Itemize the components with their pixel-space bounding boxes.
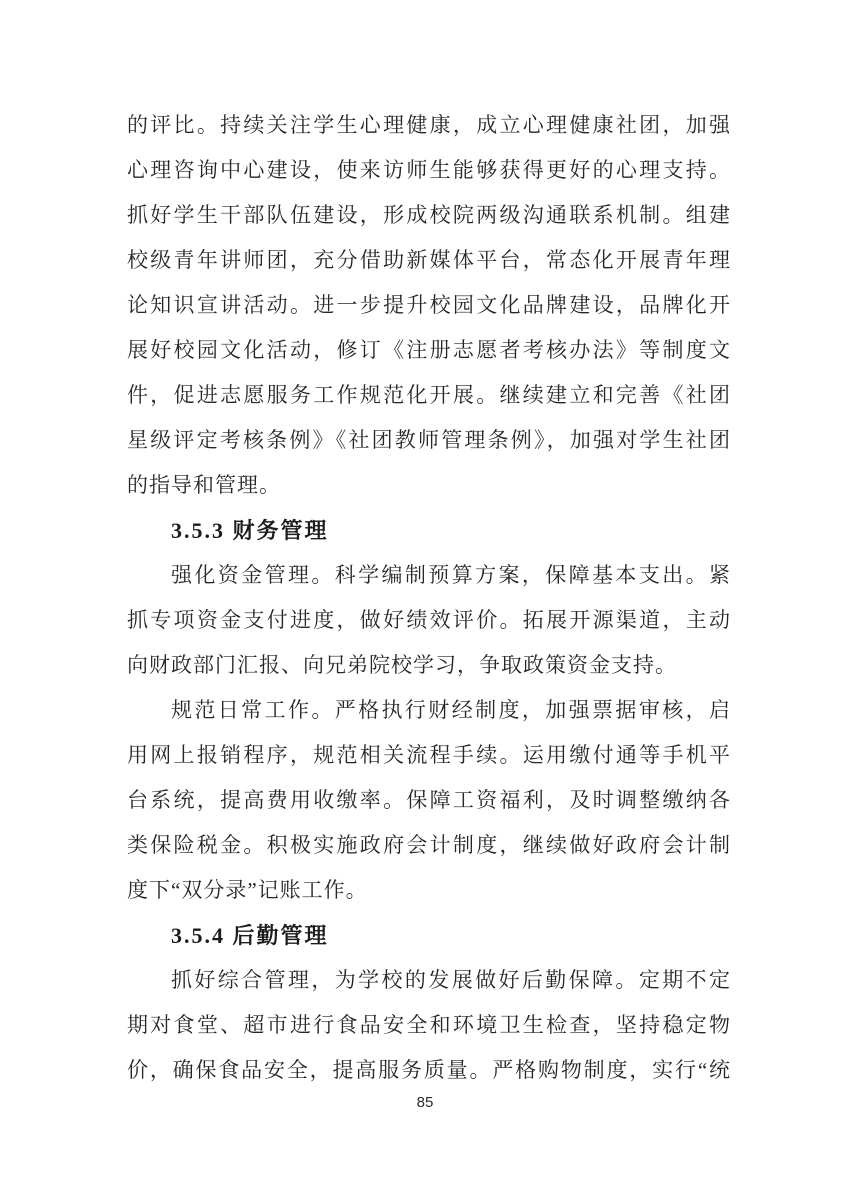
page-number: 85 — [416, 1094, 434, 1111]
text-line: 类保险税金。积极实施政府会计制度，继续做好政府会计制 — [127, 833, 730, 857]
section-heading: 3.5.3 财务管理 — [171, 518, 329, 543]
text-line: 抓专项资金支付进度，做好绩效评价。拓展开源渠道，主动 — [127, 608, 730, 632]
text-line: 期对食堂、超市进行食品安全和环境卫生检查，坚持稳定物 — [127, 1013, 730, 1037]
text-line: 台系统，提高费用收缴率。保障工资福利，及时调整缴纳各 — [127, 788, 730, 812]
text-line: 展好校园文化活动，修订《注册志愿者考核办法》等制度文 — [127, 338, 730, 362]
text-line: 件，促进志愿服务工作规范化开展。继续建立和完善《社团 — [127, 383, 730, 407]
text-line: 校级青年讲师团，充分借助新媒体平台，常态化开展青年理 — [127, 248, 730, 272]
section-heading: 3.5.4 后勤管理 — [171, 923, 329, 948]
text-line: 向财政部门汇报、向兄弟院校学习，争取政策资金支持。 — [127, 653, 677, 677]
text-line: 强化资金管理。科学编制预算方案，保障基本支出。紧 — [171, 563, 730, 587]
text-line: 星级评定考核条例》《社团教师管理条例》，加强对学生社团 — [127, 428, 730, 452]
text-line: 价，确保食品安全，提高服务质量。严格购物制度，实行“统 — [127, 1058, 730, 1082]
text-line: 的评比。持续关注学生心理健康，成立心理健康社团，加强 — [127, 113, 730, 137]
text-line: 抓好综合管理，为学校的发展做好后勤保障。定期不定 — [171, 968, 730, 992]
text-line: 论知识宣讲活动。进一步提升校园文化品牌建设，品牌化开 — [127, 293, 730, 317]
text-line: 心理咨询中心建设，使来访师生能够获得更好的心理支持。 — [127, 158, 730, 182]
document-body — [127, 103, 730, 1093]
text-line: 规范日常工作。严格执行财经制度，加强票据审核，启 — [171, 698, 730, 722]
text-line: 的指导和管理。 — [127, 473, 281, 497]
text-line: 度下“双分录”记账工作。 — [127, 878, 368, 902]
text-line: 用网上报销程序，规范相关流程手续。运用缴付通等手机平 — [127, 743, 730, 767]
text-line: 抓好学生干部队伍建设，形成校院两级沟通联系机制。组建 — [127, 203, 730, 227]
